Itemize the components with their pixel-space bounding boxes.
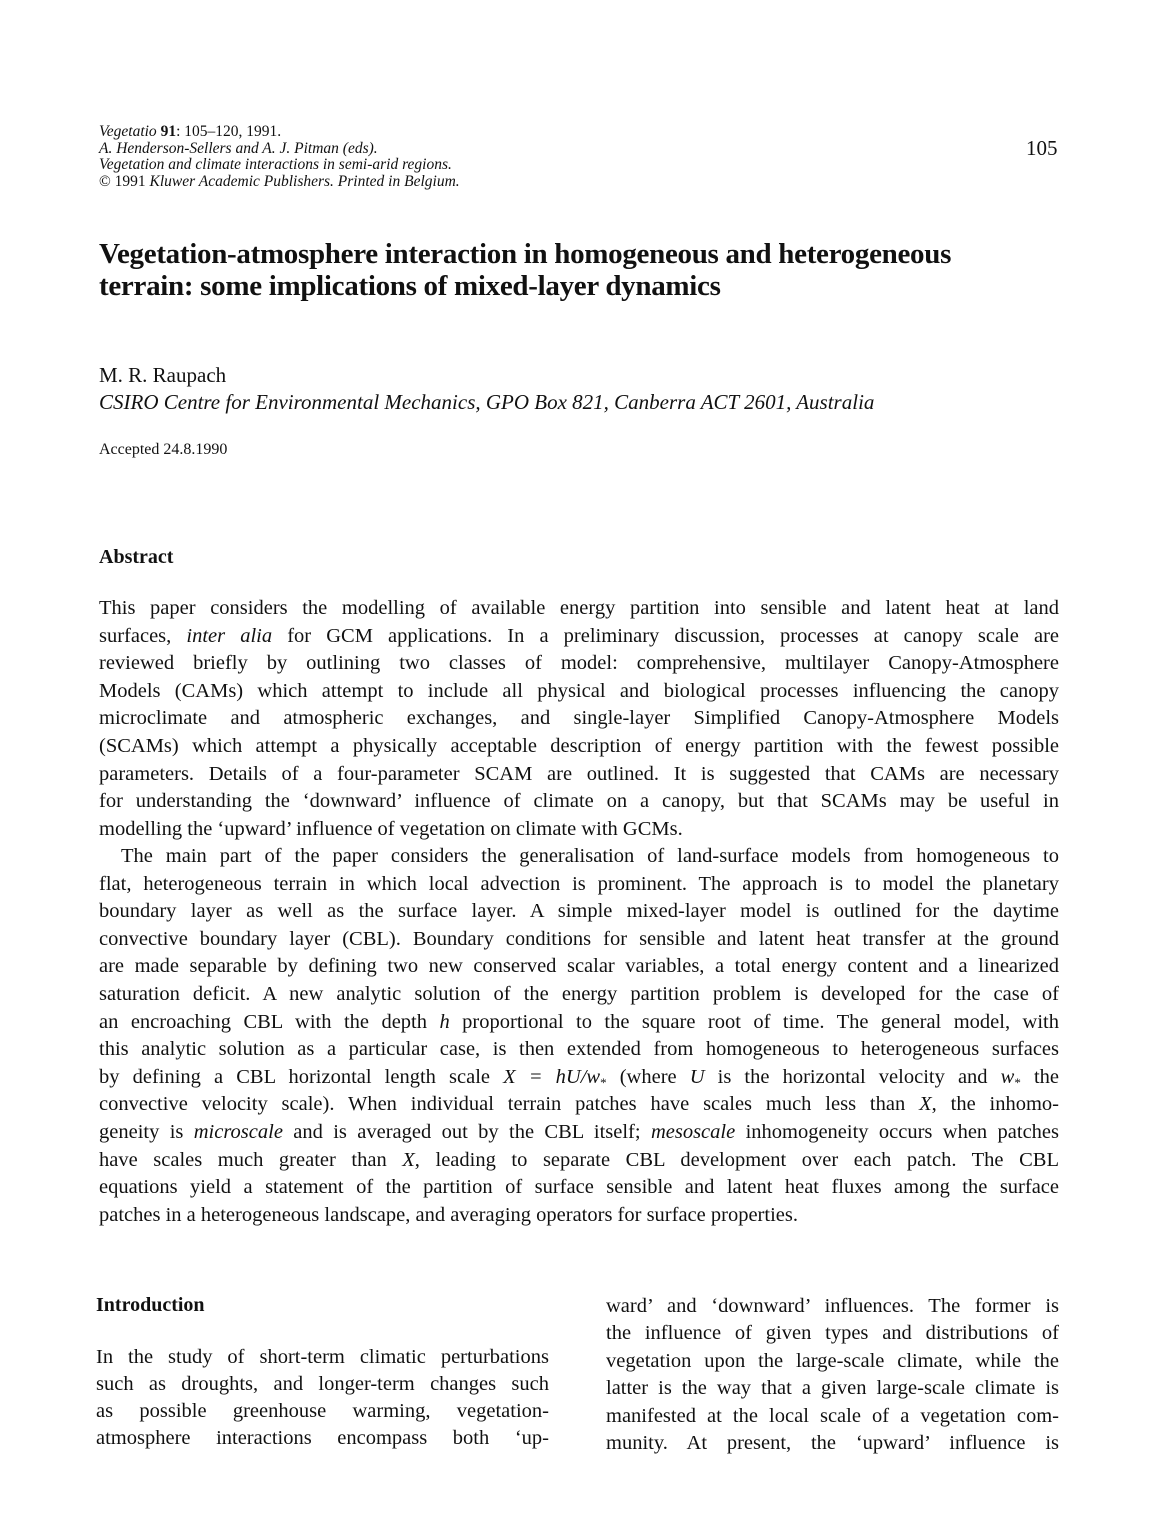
text-line (99, 597, 1059, 620)
article-title (99, 238, 1059, 302)
text-run: proportional to the square root of time. The general model, with (449, 1010, 1059, 1033)
text-run: (where (606, 1065, 690, 1088)
editors-line: A. Henderson-Sellers and A. J. Pitman (eds). (99, 139, 378, 157)
text-run: geneity is (99, 1121, 194, 1143)
text-run: convective velocity scale). When individual terrain patches have scales much less than (99, 1093, 920, 1116)
text-line: atmosphere interactions encompass both ‘up- (96, 1427, 549, 1449)
abstract-heading: Abstract (99, 546, 174, 568)
volume-number: 91 (160, 123, 177, 140)
italic-term: X (402, 1148, 415, 1171)
text-run: for GCM applications. In a preliminary discussion, processes at canopy scale are (272, 624, 1060, 647)
introduction-heading: Introduction (96, 1294, 205, 1316)
text-line (99, 1011, 1059, 1034)
pages-year: : 105–120, 1991. (176, 123, 282, 140)
text-line (99, 873, 1059, 896)
text-line (99, 735, 1059, 758)
text-run: and is averaged out by the CBL itself; (282, 1121, 651, 1143)
text-line: ward’ and ‘downward’ influences. The former is (606, 1295, 1059, 1317)
text-line: munity. At present, the ‘upward’ influence is (606, 1432, 1059, 1454)
text-run: convective boundary layer (CBL). Boundary conditions for sensible and latent heat transfer at the ground (99, 927, 1059, 950)
text-line (99, 983, 1059, 1006)
italic-term: U (689, 1065, 705, 1088)
text-line (99, 818, 1059, 841)
publisher: Kluwer Academic Publishers. Printed in Belgium. (149, 172, 460, 190)
text-run: The main part of the paper considers the generalisation of land-surface models from homogeneous to (121, 845, 1059, 867)
text-line: manifested at the local scale of a vegetation com- (606, 1404, 1059, 1427)
journal-header (99, 124, 460, 190)
text-line (99, 652, 1059, 675)
text-line: the influence of given types and distributions of (606, 1322, 1059, 1345)
text-run: microclimate and atmospheric exchanges, and single-layer Simplified Canopy-Atmosphere Models (99, 707, 1059, 730)
text-run: an encroaching CBL with the depth (99, 1010, 440, 1033)
text-line: vegetation upon the large-scale climate, while the (606, 1349, 1059, 1372)
text-line (99, 763, 1059, 786)
text-line (121, 845, 1059, 868)
copyright-line (99, 174, 460, 191)
text-line (99, 1093, 1059, 1116)
text-run: by defining a CBL horizontal length scale (99, 1065, 504, 1088)
text-run: This paper considers the modelling of available energy partition into sensible and latent heat at land (99, 597, 1059, 619)
text-run: equations yield a statement of the partition of surface sensible and latent heat fluxes among the surface (99, 1176, 1059, 1199)
text-run: , the inhomo- (931, 1093, 1060, 1116)
text-run: flat, heterogeneous terrain in which local advection is prominent. The approach is to model the planetary (99, 872, 1059, 895)
text-run: (SCAMs) which attempt a physically acceptable description of energy partition with the fewest possible (99, 735, 1059, 757)
text-line (99, 680, 1059, 703)
text-line (99, 928, 1059, 951)
journal-name: Vegetatio (99, 123, 157, 140)
italic-term: w (1000, 1065, 1015, 1088)
text-line (99, 1121, 1059, 1144)
subscript: * (600, 1074, 607, 1090)
text-run: parameters. Details of a four-parameter SCAM are outlined. It is suggested that CAMs are necessary (99, 762, 1059, 785)
author-affiliation: CSIRO Centre for Environmental Mechanics, GPO Box 821, Canberra ACT 2601, Australia (99, 390, 875, 414)
text-line (99, 790, 1059, 813)
book-title-line: Vegetation and climate interactions in semi-arid regions. (99, 156, 452, 173)
page-number: 105 (1026, 136, 1058, 160)
text-run: this analytic solution as a particular case, is then extended from homogeneous to heterogeneous surfaces (99, 1038, 1059, 1061)
text-run: saturation deficit. A new analytic solution of the energy partition problem is developed for the case of (99, 983, 1059, 1005)
text-line (99, 1149, 1059, 1172)
author-name: M. R. Raupach (99, 363, 227, 387)
text-run: the (1020, 1065, 1059, 1088)
text-line (99, 900, 1059, 923)
text-line (99, 1176, 1059, 1199)
italic-term: h (439, 1010, 450, 1033)
text-line: In the study of short-term climatic perturbations (96, 1346, 549, 1368)
text-line (99, 1038, 1059, 1061)
italic-term: microscale (193, 1121, 283, 1143)
text-line: such as droughts, and longer-term changes such (96, 1373, 549, 1395)
text-run: is the horizontal velocity and (704, 1065, 1001, 1088)
text-line: latter is the way that a given large-scale climate is (606, 1377, 1059, 1400)
text-run: are made separable by defining two new conserved scalar variables, a total energy content and a linearized (99, 955, 1059, 978)
citation-line (99, 124, 460, 141)
accepted-date: Accepted 24.8.1990 (99, 441, 228, 458)
text-run: Models (CAMs) which attempt to include all physical and biological processes influencing the canopy (99, 679, 1059, 702)
text-run: boundary layer as well as the surface layer. A simple mixed-layer model is outlined for the daytime (99, 900, 1059, 923)
text-line (99, 1204, 1059, 1227)
italic-term: X (919, 1093, 932, 1116)
text-line: as possible greenhouse warming, vegetation- (96, 1400, 549, 1422)
text-line (99, 1066, 1059, 1091)
text-run: for understanding the ‘downward’ influence of climate on a canopy, but that SCAMs may be useful in (99, 790, 1059, 813)
text-run: , leading to separate CBL development over each patch. The CBL (414, 1148, 1059, 1171)
title-line-1: Vegetation-atmosphere interaction in homogeneous and heterogeneous (99, 238, 952, 270)
text-run: reviewed briefly by outlining two classes of model: comprehensive, multilayer Canopy-Atmosphere (99, 652, 1059, 675)
text-run: inhomogeneity occurs when patches (735, 1121, 1059, 1143)
italic-term: X = hU/w (503, 1065, 601, 1088)
title-line-2: terrain: some implications of mixed-layer dynamics (99, 270, 721, 302)
text-run: surfaces, (99, 624, 187, 647)
text-run: have scales much greater than (99, 1148, 403, 1171)
text-line (99, 625, 1059, 648)
text-run: patches in a heterogeneous landscape, and averaging operators for surface properties. (99, 1203, 798, 1226)
italic-term: mesoscale (650, 1121, 736, 1143)
subscript: * (1014, 1074, 1021, 1090)
italic-term: inter alia (186, 624, 273, 647)
text-line (99, 955, 1059, 978)
text-line (99, 707, 1059, 730)
text-run: modelling the ‘upward’ influence of vegetation on climate with GCMs. (99, 817, 683, 840)
copyright-year: © 1991 (99, 172, 146, 190)
